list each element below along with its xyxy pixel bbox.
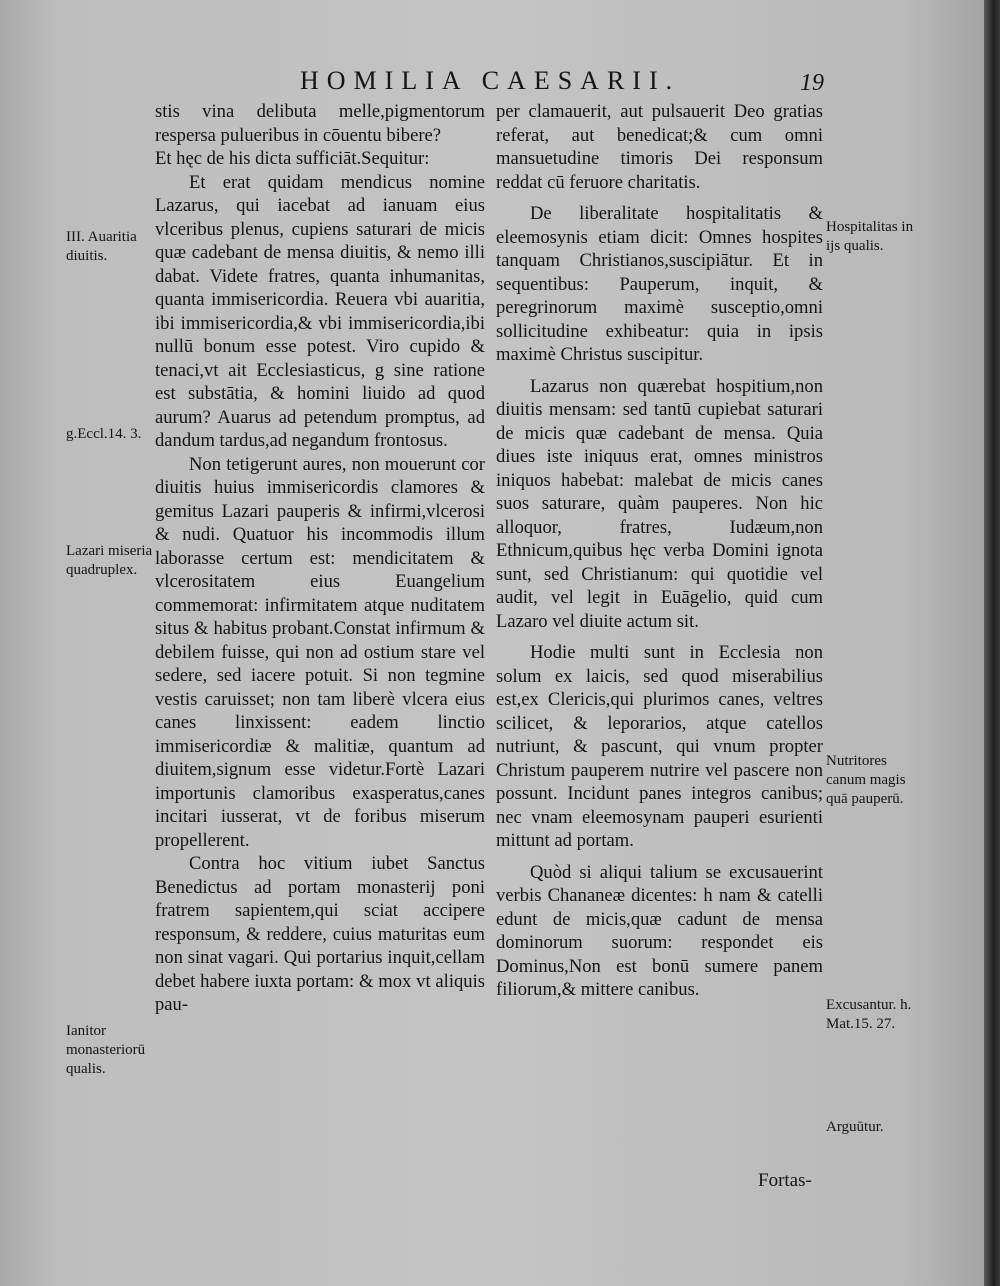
margin-note-left: g.Eccl.14. 3.: [66, 426, 142, 442]
margin-note-right: Hospitalitas in ijs qualis.: [826, 219, 914, 254]
margin-note-right: Excusantur. h. Mat.15. 27.: [826, 997, 912, 1032]
paragraph: Lazarus non quærebat hospitium,non diuitis mensam: sed tantū cupiebat saturari de micis quæ cadebant de mensa. Quia diues iste iniquus erat, omnes ministros iniquos habebat: malebat de micis canes suos saturare, quàm pauperes. Non hic alloquor, fratres, Iudæum,non Ethnicum,quibus hęc verba Domini ignota sunt, sed Christianum: qui quotidie vel audit, vel legit in Euāgelio, quid cum Lazaro vel diuite actum sit.: [496, 375, 823, 632]
margin-note-right: Arguūtur.: [826, 1119, 884, 1135]
paragraph: stis vina delibuta melle,pigmentorum respersa pulueribus in cōuentu bibere?: [155, 101, 485, 146]
catchword: Fortas-: [758, 1170, 812, 1191]
margin-note-left: Lazari miseria quadruplex.: [66, 543, 153, 578]
paragraph: Quòd si aliqui talium se excusauerint verbis Chananeæ dicentes: h nam & catelli edunt de micis,quæ cadunt de mensa dominorum suorum: respondet eis Dominus,Non est bonū sumere panem filiorum,& mittere canibus.: [496, 861, 823, 1000]
margin-note-left: Ianitor monasteriorū qualis.: [66, 1023, 146, 1077]
running-head: HOMILIA CAESARII.: [300, 66, 681, 95]
paragraph: Et hęc de his dicta sufficiāt.Sequitur:: [155, 148, 430, 169]
paragraph: De liberalitate hospitalitatis & eleemosynis etiam dicit: Omnes hospites tanquam Christianos,suscipiātur. Et in sequentibus: Pauperum, inquit, & peregrinorum maximè susceptio,omni sollicitudine exhibeatur: quia in ipsis maximè Christus suscipitur.: [496, 203, 823, 365]
paragraph: Contra hoc vitium iubet Sanctus Benedictus ad portam monasterij poni fratrem sapientem,qui sciat accipere responsum, & reddere, cuius maturitas eum non sinat vagari. Qui portarius inquit,cellam debet habere iuxta portam: & mox vt aliquis pau-: [155, 853, 485, 1015]
margin-note-right: Nutritores canum magis quā pauperū.: [826, 753, 906, 807]
folio-number: 19: [800, 70, 824, 96]
paragraph: per clamauerit, aut pulsauerit Deo gratias referat, aut benedicat;& cum omni mansuetudine timoris Dei responsum reddat cū feruore charitatis.: [496, 101, 823, 193]
paragraph: Et erat quidam mendicus nomine Lazarus, qui iacebat ad ianuam eius vlceribus plenus, cupiens saturari de micis quæ cadebant de mensa diuitis, & nemo illi dabat. Videte fratres, quanta inhumanitas, quanta immisericordia. Reuera vbi auaritia, ibi immisericordia,& vbi immisericordia,ibi nullū bonum esse potest. Viro cupido & tenaci,vt ait Ecclesiasticus, g sine ratione est substātia, & homini liuido ad quod aurum? Auarus ad petendum promptus, ad dandum tardus,ad negandum frontosus.: [155, 171, 485, 451]
paragraph: Non tetigerunt aures, non mouerunt cor diuitis huius immisericordis clamores & gemitus Lazari pauperis & infirmi,vlcerosi & nudi. Quatuor his incommodis illum laborasse certum est: mendicitatem & vlcerositatem eius Euangelium commemorat: infirmitatem atque nuditatem situs & habitus probant.Constat infirmum & debilem fuisse, qui non ad ostium stare vel sedere, sed iacere potuit. Si non tegmine vestis caruisset; non tam liberè vlcera eius canes linxissent: eadem linctio immisericordiæ & malitiæ, quantum ad diuitem,signum esse videtur.Fortè Lazari importunis clamoribus exasperatus,canes incitari iusserat, vt de foribus miserum propellerent.: [155, 453, 485, 851]
left-column: [155, 100, 485, 1017]
right-column: [496, 100, 823, 1002]
margin-note-left: III. Auaritia diuitis.: [66, 229, 137, 264]
page-edge: [984, 0, 1000, 1286]
paragraph: Hodie multi sunt in Ecclesia non solum ex laicis, sed quod miserabilius est,ex Clericis,qui plurimos canes, veltres scilicet, & leporarios, atque catellos nutriunt, & pascunt, qui vnum propter Christum pauperem nutrire vel pascere non possunt. Incidunt panes integros canibus; nec vnam eleemosynam pauperi esurienti mittunt ad portam.: [496, 642, 823, 851]
